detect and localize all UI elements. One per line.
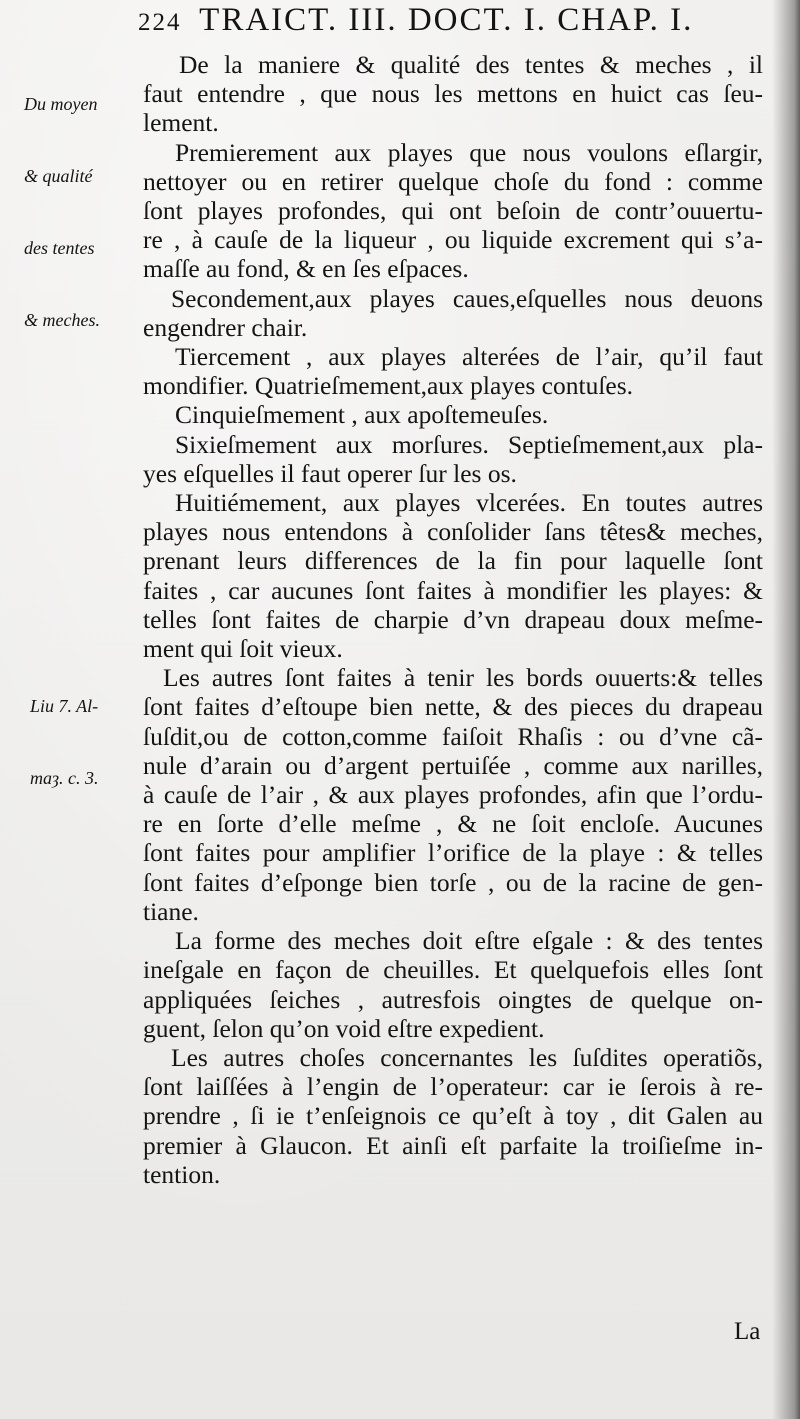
- text-line: telles ſont faites de charpie d’vn drapeau doux meſme-: [143, 604, 763, 634]
- text-line: engendrer chair.: [143, 312, 308, 342]
- text-line: tention.: [143, 1159, 221, 1189]
- text-line: mondifier. Quatrieſmement,aux playes contuſes.: [143, 371, 634, 401]
- body-text: [143, 50, 763, 1189]
- text-line: re , à cauſe de la liqueur , ou liquide excrement qui s’a-: [143, 225, 763, 255]
- text-line: prenant leurs differences de la fin pour laquelle ſont: [143, 546, 763, 576]
- text-line: yes eſquelles il faut operer ſur les os.: [143, 458, 517, 488]
- text-line: prendre , ſi ie t’enſeignois ce qu’eſt à toy , dit Galen au: [143, 1101, 763, 1131]
- text-line: Tiercement , aux playes alterées de l’air, qu’il faut: [175, 342, 763, 372]
- text-line: La forme des meches doit eſtre eſgale : & des tentes: [175, 926, 763, 956]
- text-line: maſſe au fond, & en ſes eſpaces.: [143, 254, 469, 284]
- page-number: 224: [138, 9, 182, 36]
- text-line: ſont faites d’eſtoupe bien nette, & des pieces du drapeau: [143, 692, 763, 722]
- text-line: ſont faites d’eſponge bien torſe , ou de la racine de gen-: [143, 867, 763, 897]
- text-line: De la maniere & qualité des tentes & meches , il: [179, 50, 763, 79]
- text-line: re en ſorte d’elle meſme , & ne ſoit encloſe. Aucunes: [143, 809, 763, 839]
- catchword: La: [734, 1318, 761, 1345]
- text-line: faites , car aucunes ſont faites à mondifier les playes: &: [143, 575, 763, 605]
- text-line: à cauſe de l’air , & aux playes profondes, afin que l’ordu-: [143, 780, 763, 810]
- text-line: guent, ſelon qu’on void eſtre expedient.: [143, 1013, 545, 1043]
- text-line: Sixieſmement aux morſures. Septieſmement,aux pla-: [175, 429, 763, 459]
- margin-note-line: & qualité: [24, 166, 93, 186]
- margin-note-moyen-qualite: [24, 44, 100, 380]
- margin-note-line: des tentes: [24, 238, 95, 258]
- margin-note-line: & meches.: [24, 310, 100, 330]
- text-line: tiane.: [143, 896, 199, 926]
- margin-note-line: Du moyen: [24, 94, 98, 114]
- margin-note-line: Liu 7. Al-: [30, 696, 99, 716]
- running-title: TRAICT. III. DOCT. I. CHAP. I.: [199, 2, 694, 38]
- text-line: Cinquieſmement , aux apoſtemeuſes.: [175, 400, 549, 430]
- text-line: playes nous entendons à conſolider ſans têtes& meches,: [143, 517, 763, 547]
- text-line: ſont playes profondes, qui ont beſoin de contr’ouuertu-: [143, 196, 763, 226]
- text-line: Premierement aux playes que nous voulons eſlargir,: [175, 137, 763, 167]
- page-edge-shadow: [772, 0, 800, 1419]
- text-line: appliquées ſeiches , autresfois oingtes de quelque on-: [143, 984, 763, 1014]
- text-line: faut entendre , que nous les mettons en huict cas ſeu-: [143, 79, 763, 109]
- text-line: Secondement,aux playes caues,eſquelles nous deuons: [171, 283, 763, 313]
- running-header: [138, 2, 778, 42]
- text-line: lement.: [143, 108, 219, 138]
- text-line: nule d’arain ou d’argent pertuiſée , comme aux narilles,: [143, 750, 763, 780]
- text-line: ineſgale en façon de cheuilles. Et quelquefois elles ſont: [143, 955, 763, 985]
- text-line: ſuſdit,ou de cotton,comme faiſoit Rhaſis : ou d’vne cã-: [143, 721, 763, 751]
- text-line: nettoyer ou en retirer quelque choſe du fond : comme: [143, 166, 763, 196]
- text-line: ment qui ſoit vieux.: [143, 634, 343, 664]
- text-line: Huitiémement, aux playes vlcerées. En toutes autres: [175, 488, 763, 518]
- margin-note-line: maȝ. c. 3.: [30, 768, 99, 788]
- text-line: Les autres choſes concernantes les ſuſdites operatiõs,: [171, 1042, 763, 1072]
- margin-note-citation: [30, 646, 99, 838]
- text-line: ſont faites pour amplifier l’orifice de la playe : & telles: [143, 838, 763, 868]
- text-line: Les autres ſont faites à tenir les bords ouuerts:& telles: [163, 663, 763, 693]
- text-line: ſont laiſſées à l’engin de l’operateur: car ie ſerois à re-: [143, 1072, 763, 1102]
- text-line: premier à Glaucon. Et ainſi eſt parfaite la troiſieſme in-: [143, 1130, 763, 1160]
